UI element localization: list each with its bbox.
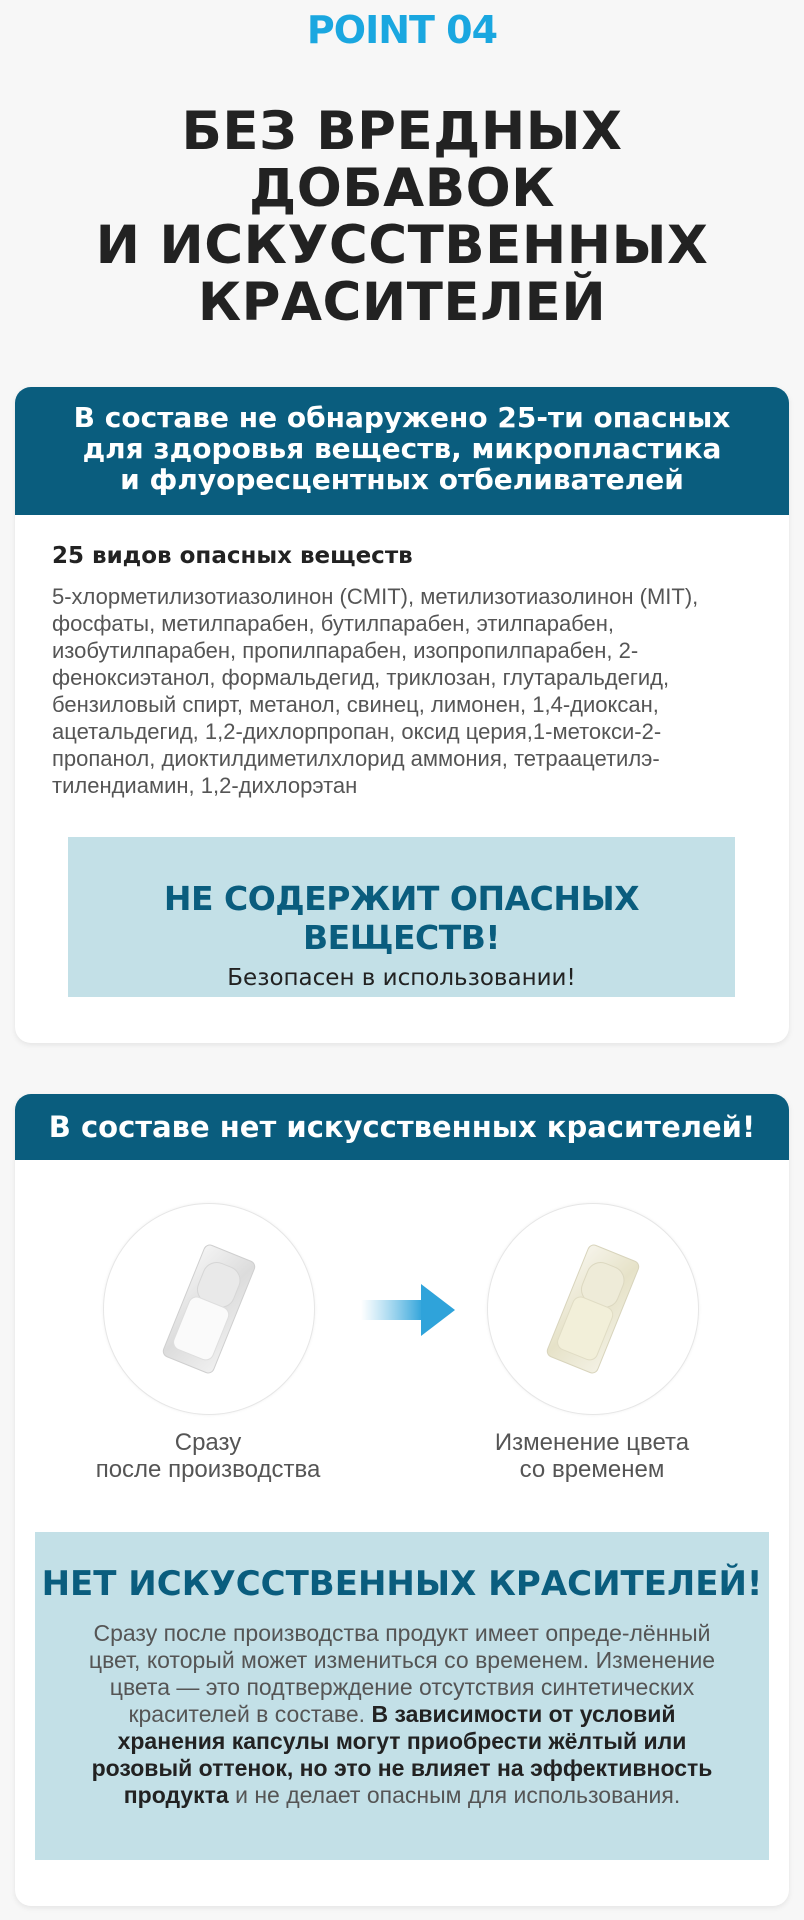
substances-subtitle: 25 видов опасных веществ bbox=[52, 543, 413, 569]
caption-line: Изменение цвета bbox=[494, 1429, 690, 1456]
substances-list: 5-хлорметилизотиазолинон (CMIT), метилизотиазолинон (MIT), фосфаты, метилпарабен, бутилпарабен, этилпарабен, изобутилпарабен, пропилпарабен, изопропилпарабен, 2-феноксиэтанол, формальдегид, триклозан, глутаральдегид, бензиловый спирт, метанол, свинец, лимонен, 1,4-диоксан, ацетальдегид, 1,2-дихлорпропан, оксид церия,1-метокси-2-пропанол, диоктилдиметилхлорид аммония, тетраацетилэ-тилендиамин, 1,2-дихлорэтан bbox=[52, 584, 699, 798]
capsule-aged-icon bbox=[488, 1204, 698, 1414]
card-header: В составе нет искусственных красителей! bbox=[15, 1094, 789, 1160]
no-dyes-callout-text bbox=[75, 1620, 729, 1809]
caption-line: после производства bbox=[95, 1456, 321, 1483]
caption-line: Сразу bbox=[174, 1429, 242, 1456]
card-header-line: и флуоресцентных отбеливателей bbox=[120, 463, 684, 496]
no-dyes-card bbox=[15, 1094, 789, 1906]
title-line: И ИСКУССТВЕННЫХ bbox=[95, 215, 709, 276]
card-header bbox=[15, 387, 789, 515]
safe-callout-title: НЕ СОДЕРЖИТ ОПАСНЫХ ВЕЩЕСТВ! bbox=[163, 879, 640, 957]
title-line: БЕЗ ВРЕДНЫХ bbox=[181, 101, 623, 162]
hazardous-substances-card bbox=[15, 387, 789, 1043]
point-label: POINT 04 bbox=[306, 8, 498, 52]
callout-text-normal: и не делает опасным для использования. bbox=[228, 1782, 681, 1808]
card-header-line: В составе не обнаружено 25-ти опасных bbox=[73, 401, 731, 434]
callout-text-normal: Сразу после производства продукт имеет опреде-лённый цвет, который может измениться со временем. Изменение цвета — это подтверждение отсутствия синтетических красителей в составе. bbox=[88, 1620, 716, 1727]
caption-line: со временем bbox=[519, 1456, 665, 1483]
caption-aged bbox=[442, 1429, 742, 1483]
page-title bbox=[0, 103, 804, 331]
capsule-aged-image bbox=[487, 1203, 699, 1415]
card-header-line: для здоровья веществ, микропластика bbox=[82, 432, 722, 465]
capsule-fresh-image bbox=[103, 1203, 315, 1415]
caption-fresh bbox=[58, 1429, 358, 1483]
arrow-right-icon bbox=[361, 1282, 455, 1338]
no-dyes-callout-title: НЕТ ИСКУССТВЕННЫХ КРАСИТЕЛЕЙ! bbox=[41, 1564, 763, 1604]
capsule-fresh-icon bbox=[104, 1204, 314, 1414]
safe-callout bbox=[68, 837, 735, 997]
title-line: КРАСИТЕЛЕЙ bbox=[197, 272, 607, 333]
no-dyes-callout bbox=[35, 1532, 769, 1860]
title-line: ДОБАВОК bbox=[249, 158, 555, 219]
safe-callout-subtitle: Безопасен в использовании! bbox=[227, 965, 576, 991]
callout-text-bold: В зависимости от условий хранения капсулы могут приобрести жёлтый или розовый оттенок, но это не влияет на эффективность продукта bbox=[91, 1701, 713, 1808]
